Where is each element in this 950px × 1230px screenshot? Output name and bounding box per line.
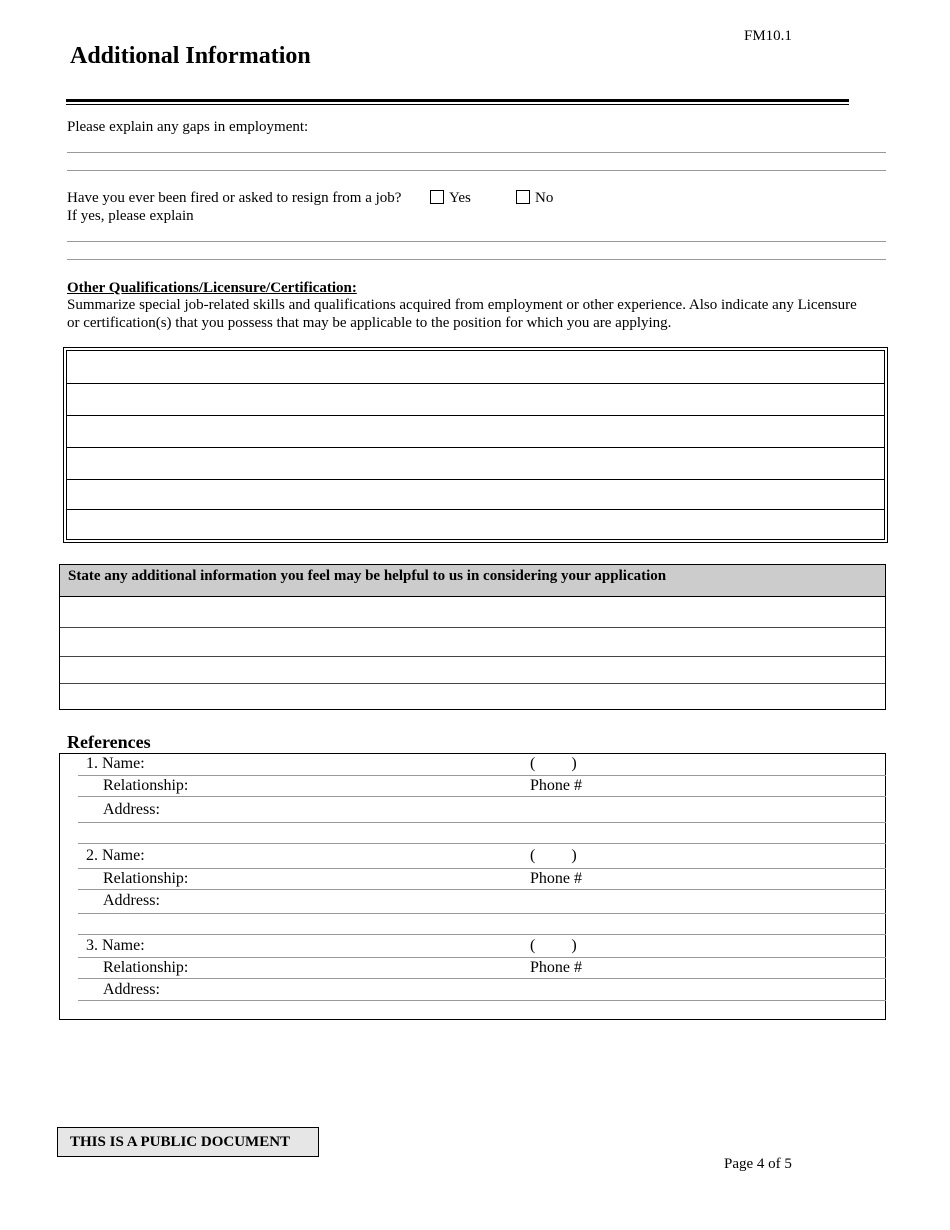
form-code: FM10.1	[744, 28, 792, 44]
reference-2-address-line-2[interactable]	[78, 934, 886, 935]
additional-info-box	[59, 564, 886, 710]
qualifications-row-line	[67, 415, 884, 416]
reference-1-phone-parens: ( )	[530, 755, 577, 772]
fired-question: Have you ever been fired or asked to resign from a job?	[67, 190, 402, 206]
qualifications-row-line	[67, 383, 884, 384]
reference-2-relationship-label: Relationship:	[103, 870, 189, 887]
reference-2-address-line[interactable]	[78, 913, 886, 914]
fired-answer-line-2[interactable]	[67, 259, 886, 260]
reference-3-name-line[interactable]	[78, 957, 886, 958]
qualifications-description: Summarize special job-related skills and qualifications acquired from employment or other experience. Also indicate any Licensure or certification(s) that you possess that may be applicable to the position for which you are applying.	[67, 297, 857, 331]
reference-3-phone-parens: ( )	[530, 937, 577, 954]
reference-1-relationship-label: Relationship:	[103, 777, 189, 794]
title-rule	[66, 99, 849, 102]
reference-3-name-label: 3. Name:	[86, 937, 145, 954]
fired-yes-option[interactable]	[430, 190, 471, 207]
page-title: Additional Information	[70, 43, 311, 69]
additional-info-heading: State any additional information you feel may be helpful to us in considering your application	[60, 565, 885, 597]
qualifications-row-line	[67, 509, 884, 510]
reference-2-name-label: 2. Name:	[86, 847, 145, 864]
gaps-question: Please explain any gaps in employment:	[67, 119, 309, 135]
qualifications-inner-frame	[66, 350, 885, 540]
reference-3-address-line[interactable]	[78, 1000, 886, 1001]
reference-1-phone-label: Phone #	[530, 777, 582, 794]
reference-1-address-label: Address:	[103, 801, 160, 818]
reference-3-phone-label: Phone #	[530, 959, 582, 976]
fired-answer-line-1[interactable]	[67, 241, 886, 242]
additional-info-row-line	[60, 627, 885, 628]
qualifications-box	[63, 347, 888, 543]
reference-3-address-label: Address:	[103, 981, 160, 998]
reference-2-phone-parens: ( )	[530, 847, 577, 864]
gaps-answer-line-2[interactable]	[67, 170, 886, 171]
public-document-notice: THIS IS A PUBLIC DOCUMENT	[57, 1127, 319, 1157]
reference-2-address-label: Address:	[103, 892, 160, 909]
no-checkbox[interactable]	[516, 190, 530, 204]
reference-1-address-line[interactable]	[78, 822, 886, 823]
references-title: References	[67, 732, 151, 752]
reference-1-name-line[interactable]	[78, 775, 886, 776]
reference-3-relationship-label: Relationship:	[103, 959, 189, 976]
title-rule-thin	[66, 104, 849, 105]
additional-info-row-line	[60, 656, 885, 657]
reference-2-phone-label: Phone #	[530, 870, 582, 887]
explain-prompt: If yes, please explain	[67, 208, 194, 224]
qualifications-row-line	[67, 479, 884, 480]
yes-checkbox[interactable]	[430, 190, 444, 204]
additional-info-row-line	[60, 683, 885, 684]
reference-1-address-line-2[interactable]	[78, 843, 886, 844]
yes-label: Yes	[449, 190, 471, 206]
qualifications-row-line	[67, 447, 884, 448]
reference-1-relationship-line[interactable]	[78, 796, 886, 797]
reference-3-relationship-line[interactable]	[78, 978, 886, 979]
page-number: Page 4 of 5	[724, 1156, 792, 1172]
reference-1-name-label: 1. Name:	[86, 755, 145, 772]
qualifications-heading: Other Qualifications/Licensure/Certification:	[67, 280, 357, 296]
reference-2-name-line[interactable]	[78, 868, 886, 869]
fired-no-option[interactable]	[516, 190, 553, 207]
gaps-answer-line-1[interactable]	[67, 152, 886, 153]
reference-2-relationship-line[interactable]	[78, 889, 886, 890]
no-label: No	[535, 190, 554, 206]
